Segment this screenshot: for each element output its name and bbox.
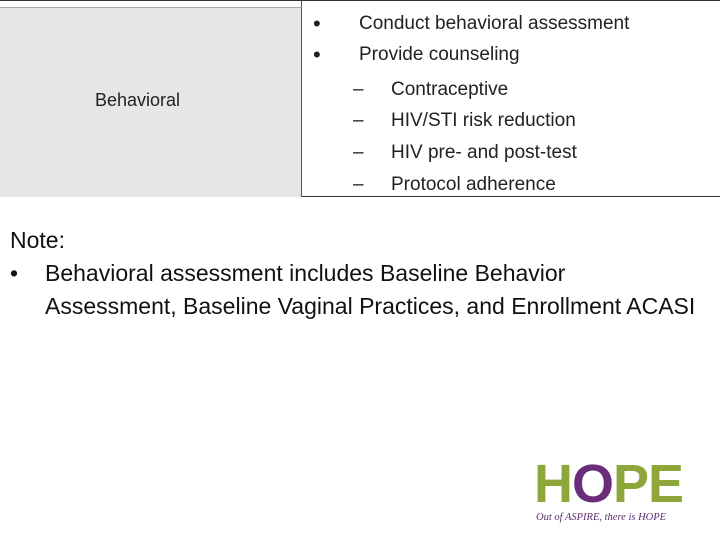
logo-letter-h: H bbox=[534, 454, 572, 514]
bullet-icon: • bbox=[313, 42, 321, 67]
list-item-text: Conduct behavioral assessment bbox=[359, 13, 630, 34]
dash-icon: – bbox=[353, 174, 364, 195]
activities-cell bbox=[303, 1, 720, 197]
note-text: Behavioral assessment includes Baseline Behavior Assessment, Baseline Vaginal Practices, and Enrollment ACASI bbox=[45, 260, 696, 319]
bullet-icon: • bbox=[313, 11, 321, 36]
sub-list-item-text: HIV pre- and post-test bbox=[391, 142, 577, 163]
logo-letter-o: O bbox=[572, 454, 614, 514]
bullet-icon: • bbox=[10, 260, 19, 286]
logo-letters-pe: PE bbox=[613, 454, 684, 514]
note-bullet-item bbox=[10, 257, 700, 323]
sub-list-item-text: HIV/STI risk reduction bbox=[391, 110, 576, 131]
list-item-text: Provide counseling bbox=[359, 44, 520, 65]
logo-wordmark bbox=[534, 454, 683, 514]
note-section bbox=[10, 224, 700, 323]
row-label: Behavioral bbox=[95, 90, 181, 110]
dash-icon: – bbox=[353, 110, 364, 131]
logo-tagline: Out of ASPIRE, there is HOPE bbox=[536, 512, 667, 523]
hope-logo bbox=[534, 454, 704, 528]
sub-list-item-text: Contraceptive bbox=[391, 79, 509, 100]
sub-list-item-text: Protocol adherence bbox=[391, 174, 556, 195]
activity-table bbox=[0, 0, 720, 197]
note-heading: Note: bbox=[10, 227, 65, 253]
dash-icon: – bbox=[353, 79, 364, 100]
dash-icon: – bbox=[353, 142, 364, 163]
